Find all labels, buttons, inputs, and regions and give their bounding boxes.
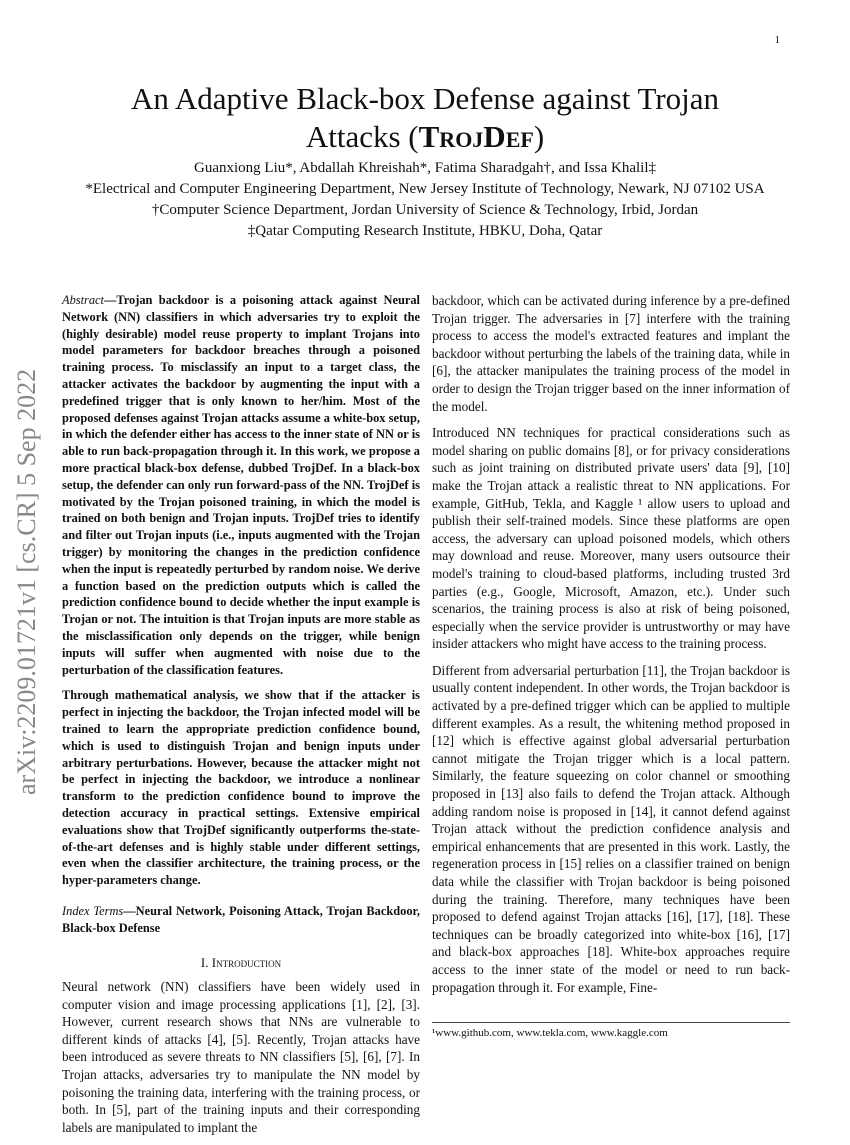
title-text: Attacks ( <box>305 119 419 154</box>
footnote: ¹www.github.com, www.tekla.com, www.kaggle.com <box>432 1022 790 1039</box>
paper-title <box>60 80 790 156</box>
title-line-1: An Adaptive Black-box Defense against Trojan <box>130 81 720 116</box>
intro-paragraph-3: Introduced NN techniques for practical considerations such as model sharing on public domains [8], or for privacy considerations such as joint training on distributed private users' data [9], [10] make the Trojan attack a realistic threat to NN applications. For example, GitHub, Tekla, and Kaggle ¹ allow users to upload and publish their self-trained models. Since these platforms are open access, the adversary can upload poisoned models, which others may download and reuse. Moreover, many users outsource their model's training to cloud-based platforms, including trusted 3rd parties (e.g., Google, Microsoft, Amazon, etc.). Under such scenarios, the training process is also at risk of being poisoned, especially when the service provider is untrustworthy or may have insider attackers who might have access to the training process. <box>432 425 790 652</box>
section-heading: I. Introduction <box>200 955 282 971</box>
right-column <box>432 292 790 1005</box>
title-acronym: TrojDef <box>418 119 534 154</box>
affiliation-1: *Electrical and Computer Engineering Department, New Jersey Institute of Technology, Newark, NJ 07102 USA <box>85 181 765 197</box>
abstract-paragraph-2: Through mathematical analysis, we show that if the attacker is perfect in injecting the backdoor, the Trojan infected model will be trained to learn the appropriate prediction confidence bound, which is used to distinguish Trojan and benign inputs under arbitrary perturbations. However, because the attacker might not be perfect in injecting the backdoor, we introduce a nonlinear transform to the prediction confidence bound to improve the detection accuracy in practical settings. Extensive empirical evaluations show that TrojDef significantly outperforms the-state-of-the-art defenses and is highly stable under different settings, even when the classifier architecture, the training process, or the hyper-parameters change. <box>62 688 420 888</box>
index-terms <box>62 903 420 937</box>
affiliation-3: ‡Qatar Computing Research Institute, HBKU, Doha, Qatar <box>247 223 603 239</box>
intro-paragraph-4: Different from adversarial perturbation [11], the Trojan backdoor is usually content independent. In other words, the Trojan backdoor is activated by a pre-defined trigger which can be applied to multiple different examples. As a result, the whitening method proposed in [12] which is effective against global adversarial perturbation cannot mitigate the Trojan trigger which is a local pattern. Similarly, the feature squeezing on color channel or smoothing proposed in [13] also fails to defend the Trojan attack. Although adding random noise is proposed in [14], it cannot defend against Trojan attack without the prediction confidence analysis and empirical enhancements that are presented in this work. Lastly, the regeneration process in [15] relies on a classifier trained on benign data while the classifier with Trojan backdoor is being poisoned during the training. Therefore, many techniques have been proposed to defend against Trojan attacks [16], [17], [18]. These techniques can be broadly categorized into white-box [16], [17] and black-box approaches [18]. White-box approaches require access to the inner state of the model or need to run back-propagation through it. For example, Fine- <box>432 662 790 995</box>
authors: Guanxiong Liu*, Abdallah Khreishah*, Fatima Sharadgah†, and Issa Khalil‡ <box>194 160 656 176</box>
affiliation-2: †Computer Science Department, Jordan University of Science & Technology, Irbid, Jordan <box>151 202 699 218</box>
abstract-label: Abstract <box>62 293 104 307</box>
intro-paragraph-1: Neural network (NN) classifiers have been widely used in computer vision and image processing applications [1], [2], [3]. However, current research shows that NNs are vulnerable to different kinds of attacks [4], [5]. Recently, Trojan attacks have been introduced as severe threats to NN classifiers [5], [6], [7]. In Trojan attacks, adversaries try to manipulate the NN model by poisoning the training data, interfering with the training process, or both. In [5], part of the training inputs and their corresponding labels are manipulated to implant the <box>62 979 420 1135</box>
abstract-text: —Trojan backdoor is a poisoning attack against Neural Network (NN) classifiers in which adversaries try to exploit the (highly desirable) model reuse property to implant Trojans into model parameters for backdoor breaches through a poisoned training process. To misclassify an input to a target class, the attacker activates the backdoor by augmenting the input with a predefined trigger that is only known to her/him. Most of the proposed defenses against Trojan attacks assume a white-box setup, in which the defender either has access to the inner state of NN or is able to run back-propagation through it. In this work, we propose a more practical black-box defense, dubbed TrojDef. In a black-box setup, the defender can only run forward-pass of the NN. TrojDef is motivated by the Trojan poisoned training, in which the model is trained on both benign and Trojan inputs. TrojDef tries to identify and filter out Trojan inputs (i.e., inputs augmented with the Trojan trigger) by monitoring the changes in the prediction confidence when the input is repeatedly perturbed by random noise. We derive a function based on the prediction outputs which is called the prediction confidence bound to decide whether the input example is Trojan or not. The intuition is that Trojan inputs are more stable as the misclassification only depends on the trigger, while benign inputs will suffer when augmented with noise due to the perturbation of the classification features. <box>62 293 420 677</box>
page-number: 1 <box>774 34 780 46</box>
arxiv-identifier: arXiv:2209.01721v1 [cs.CR] 5 Sep 2022 <box>12 368 41 795</box>
index-terms-text: —Neural Network, Poisoning Attack, Trojan Backdoor, Black-box Defense <box>62 903 420 935</box>
index-terms-label: Index Terms <box>62 903 124 918</box>
intro-paragraph-2: backdoor, which can be activated during inference by a pre-defined Trojan trigger. The adversaries in [7] interfere with the training process to access the model's extracted features and implant the backdoor without perturbing the labels of the training data, while in [6], the attacker manipulates the training process of the model in order to design the Trojan trigger based on the inner information of the model. <box>432 293 790 414</box>
abstract-paragraph-1 <box>62 292 420 678</box>
title-close: ) <box>533 119 545 154</box>
title-line-2 <box>60 118 790 156</box>
left-column <box>62 292 420 1145</box>
author-block <box>60 158 790 242</box>
